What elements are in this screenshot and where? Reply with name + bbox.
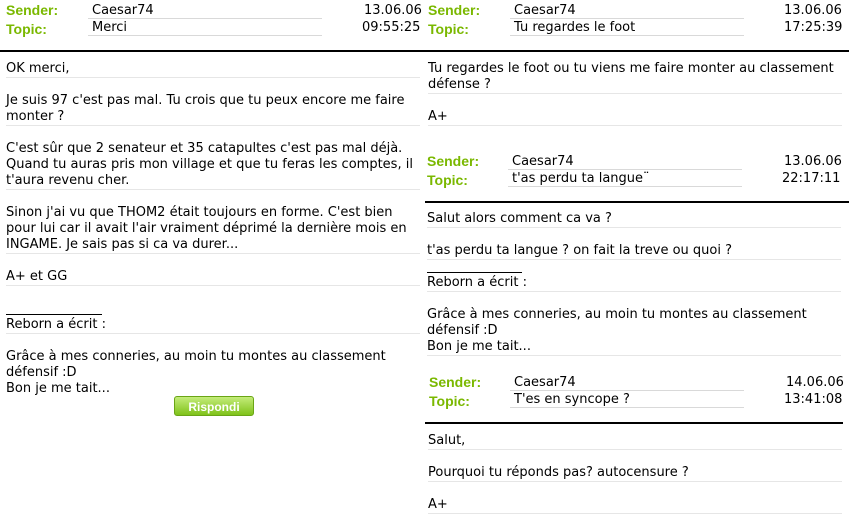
field-underline: [510, 390, 744, 391]
message-time: 13:41:08: [784, 392, 843, 407]
quote-header: Reborn a écrit :: [427, 275, 527, 290]
field-underline: [88, 35, 322, 36]
message-time: 17:25:39: [784, 20, 843, 35]
sender-label: Sender:: [427, 153, 480, 169]
body-line: Quand tu auras pris mon village et que tu feras les comptes, il: [6, 157, 413, 172]
field-underline: [510, 35, 744, 36]
header-separator: [0, 50, 425, 52]
body-line: pour lui car il avait l'air vraiment déprimé la dernière mois en: [6, 221, 407, 236]
body-line: t'aura revenu cher.: [6, 173, 130, 188]
line-rule: [427, 259, 841, 260]
body-line: monter ?: [6, 109, 65, 124]
topic-text: t'as perdu ta langue¨: [512, 171, 650, 186]
body-line: C'est sûr que 2 senateur et 35 catapultes c'est pas mal déjà.: [6, 141, 403, 156]
quote-header: Reborn a écrit :: [6, 317, 106, 332]
quote-divider: [427, 272, 522, 273]
topic-text: T'es en syncope ?: [514, 392, 630, 407]
field-underline: [510, 407, 744, 408]
body-line: INGAME. Je sais pas si ca va durer...: [6, 237, 239, 252]
quote-line: défensif :D: [6, 365, 77, 380]
line-rule: [6, 285, 420, 286]
quote-line: Grâce à mes conneries, au moin tu montes au classement: [6, 349, 386, 364]
reply-button[interactable]: Rispondi: [174, 396, 254, 416]
field-underline: [510, 18, 744, 19]
sender-name: Caesar74: [514, 375, 576, 390]
quote-line: Grâce à mes conneries, au moin tu montes au classement: [427, 307, 807, 322]
topic-text: Tu regardes le foot: [514, 20, 636, 35]
topic-label: Topic:: [429, 393, 470, 409]
line-rule: [427, 227, 841, 228]
message-date: 13.06.06: [784, 154, 842, 169]
line-rule: [6, 77, 420, 78]
body-line: Sinon j'ai vu que THOM2 était toujours en forme. C'est bien: [6, 205, 393, 220]
sender-name: Caesar74: [512, 154, 574, 169]
body-line: Salut alors comment ca va ?: [427, 211, 612, 226]
body-line: défense ?: [428, 77, 491, 92]
quote-line: Bon je me tait...: [427, 339, 531, 354]
line-rule: [6, 125, 420, 126]
line-rule: [6, 253, 420, 254]
field-underline: [508, 169, 742, 170]
body-line: t'as perdu ta langue ? on fait la treve ou quoi ?: [427, 243, 733, 258]
line-rule: [428, 125, 842, 126]
header-separator: [425, 50, 849, 52]
message-date: 13.06.06: [784, 3, 842, 18]
quote-divider: [6, 314, 102, 315]
line-rule: [428, 513, 842, 514]
body-line: OK merci,: [6, 61, 70, 76]
quote-line: défensif :D: [427, 323, 498, 338]
sender-label: Sender:: [428, 2, 481, 18]
line-rule: [428, 93, 842, 94]
body-line: Je suis 97 c'est pas mal. Tu crois que tu peux encore me faire: [6, 93, 405, 108]
line-rule: [6, 333, 420, 334]
body-line: A+ et GG: [6, 269, 68, 284]
topic-label: Topic:: [6, 21, 47, 37]
line-rule: [6, 189, 420, 190]
message-time: 22:17:11: [782, 171, 841, 186]
topic-label: Topic:: [427, 172, 468, 188]
sender-label: Sender:: [429, 374, 482, 390]
header-separator: [425, 422, 843, 424]
message-time: 09:55:25: [362, 20, 421, 35]
quote-line: Bon je me tait...: [6, 381, 110, 396]
message-date: 13.06.06: [364, 3, 422, 18]
sender-name: Caesar74: [514, 3, 576, 18]
field-underline: [508, 186, 742, 187]
sender-name: Caesar74: [92, 3, 154, 18]
sender-label: Sender:: [6, 2, 59, 18]
line-rule: [427, 355, 841, 356]
header-separator: [425, 201, 849, 203]
topic-label: Topic:: [428, 21, 469, 37]
line-rule: [428, 481, 842, 482]
body-line: A+: [428, 497, 448, 512]
line-rule: [427, 291, 841, 292]
topic-text: Merci: [92, 20, 128, 35]
field-underline: [88, 18, 322, 19]
message-date: 14.06.06: [786, 375, 844, 390]
body-line: Tu regardes le foot ou tu viens me faire monter au classement: [428, 61, 834, 76]
line-rule: [428, 449, 842, 450]
body-line: Salut,: [428, 433, 466, 448]
body-line: A+: [428, 109, 448, 124]
body-line: Pourquoi tu réponds pas? autocensure ?: [428, 465, 689, 480]
